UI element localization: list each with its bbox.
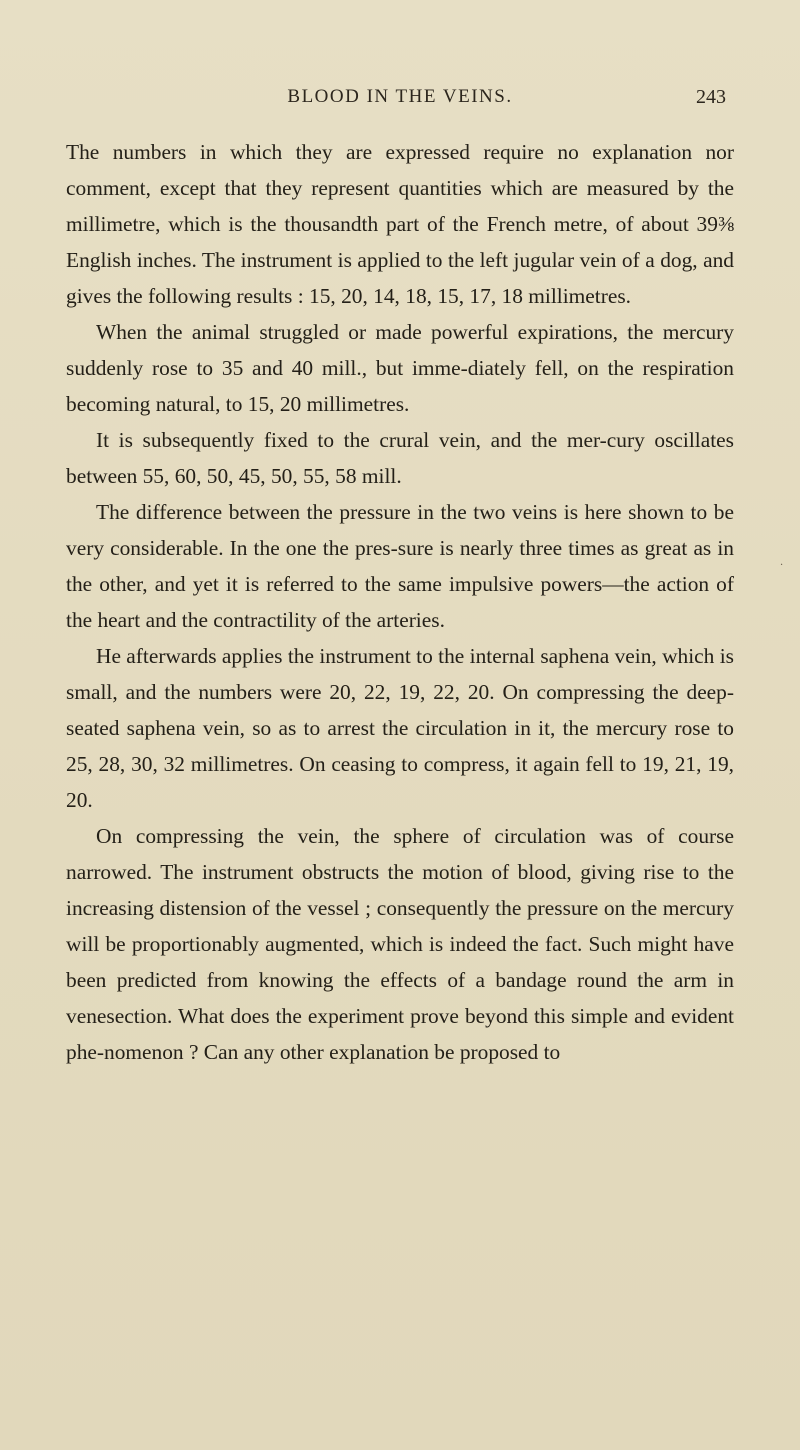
running-head xyxy=(66,86,734,116)
paragraph-1: The numbers in which they are expressed require no explanation nor comment, except that they represent quantities which are measured by the millimetre, which is the thousandth part of the French metre, of about 39⅜ English inches. The instrument is applied to the left jugular vein of a dog, and gives the following results : 15, 20, 14, 18, 15, 17, 18 millimetres. xyxy=(66,140,734,308)
paragraph-3: It is subsequently fixed to the crural vein, and the mer-cury oscillates between 55, 60, 50, 45, 50, 55, 58 mill. xyxy=(66,428,734,488)
page-number: 243 xyxy=(696,86,726,108)
stray-mark-icon: · xyxy=(780,560,784,571)
body-text xyxy=(66,134,734,1070)
running-title: BLOOD IN THE VEINS. xyxy=(287,86,513,107)
paragraph-5: He afterwards applies the instrument to the internal saphena vein, which is small, and the numbers were 20, 22, 19, 22, 20. On compressing the deep-seated saphena vein, so as to arrest the circulation in it, the mercury rose to 25, 28, 30, 32 millimetres. On ceasing to compress, it again fell to 19, 21, 19, 20. xyxy=(66,644,734,812)
paragraph-6: On compressing the vein, the sphere of circulation was of course narrowed. The instrument obstructs the motion of blood, giving rise to the increasing distension of the vessel ; consequently the pressure on the mercury will be proportionably augmented, which is indeed the fact. Such might have been predicted from knowing the effects of a bandage round the arm in venesection. What does the experiment prove beyond this simple and evident phe-nomenon ? Can any other explanation be proposed to xyxy=(66,824,734,1064)
paragraph-4: The difference between the pressure in the two veins is here shown to be very considerable. In the one the pres-sure is nearly three times as great as in the other, and yet it is referred to the same impulsive powers—the action of the heart and the contractility of the arteries. xyxy=(66,500,734,632)
paragraph-2: When the animal struggled or made powerful expirations, the mercury suddenly rose to 35 and 40 mill., but imme-diately fell, on the respiration becoming natural, to 15, 20 millimetres. xyxy=(66,320,734,416)
